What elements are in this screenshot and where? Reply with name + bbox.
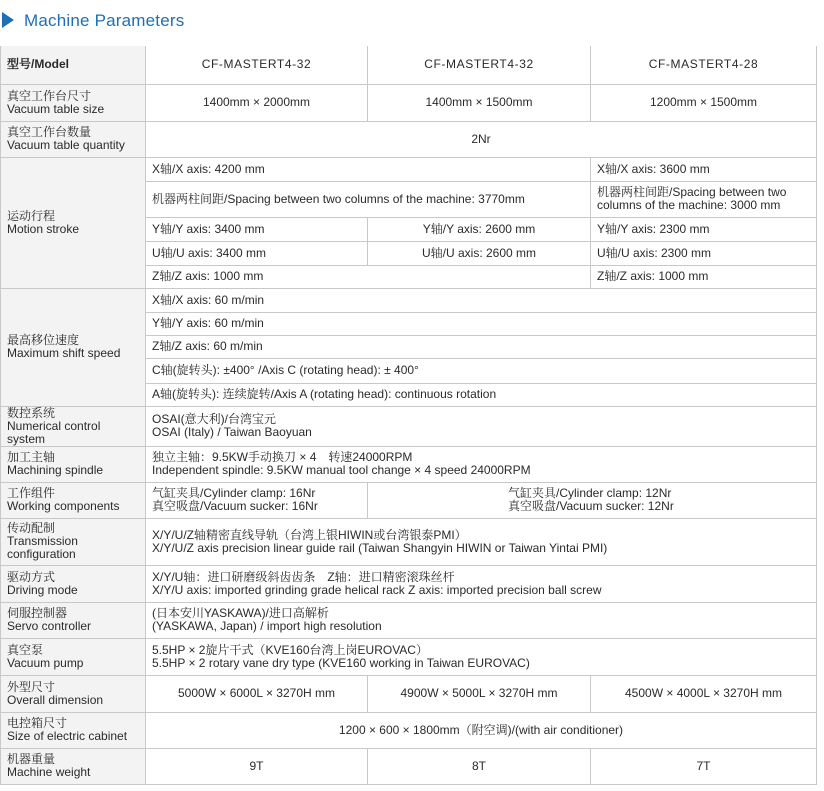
- row-label: 传动配制 Transmission configuration: [1, 518, 146, 565]
- table-row: [1, 46, 817, 84]
- model-col-1: CF-MASTERT4-32: [146, 46, 368, 84]
- table-cell: 气缸夹具/Cylinder clamp: 16Nr 真空吸盘/Vacuum sucker: 16Nr: [146, 482, 368, 518]
- table-cell: 机器两柱间距/Spacing between two columns of the machine: 3000 mm: [591, 181, 817, 217]
- row-label: 电控箱尺寸 Size of electric cabinet: [1, 712, 146, 748]
- table-row: [1, 748, 817, 784]
- parameters-table: [0, 46, 817, 785]
- row-label: 真空工作台尺寸 Vacuum table size: [1, 84, 146, 121]
- table-cell: Z轴/Z axis: 1000 mm: [146, 265, 591, 288]
- row-label: 最高移位速度 Maximum shift speed: [1, 288, 146, 406]
- table-cell: Z轴/Z axis: 1000 mm: [591, 265, 817, 288]
- table-cell: 5.5HP × 2旋片干式（KVE160台湾上岗EUROVAC） 5.5HP × 2 rotary vane dry type (KVE160 working in Taiwan EUROVAC): [146, 638, 817, 675]
- row-label: 加工主轴 Machining spindle: [1, 446, 146, 482]
- row-label: 真空工作台数量 Vacuum table quantity: [1, 121, 146, 157]
- model-col-2: CF-MASTERT4-32: [368, 46, 591, 84]
- row-label: 运动行程 Motion stroke: [1, 157, 146, 288]
- table-row: [1, 518, 817, 565]
- table-row: [1, 406, 817, 446]
- table-cell: X轴/X axis: 60 m/min: [146, 288, 817, 312]
- table-cell: X轴/X axis: 4200 mm: [146, 157, 591, 181]
- table-cell: Y轴/Y axis: 2600 mm: [368, 217, 591, 241]
- table-cell: Y轴/Y axis: 2300 mm: [591, 217, 817, 241]
- table-cell: 4500W × 4000L × 3270H mm: [591, 675, 817, 712]
- table-row: [1, 675, 817, 712]
- table-cell: A轴(旋转头): 连续旋转/Axis A (rotating head): continuous rotation: [146, 383, 817, 406]
- table-cell: 1400mm × 2000mm: [146, 84, 368, 121]
- table-cell: U轴/U axis: 3400 mm: [146, 241, 368, 265]
- row-label: 数控系统 Numerical control system: [1, 406, 146, 446]
- table-cell: C轴(旋转头): ±400° /Axis C (rotating head): ± 400°: [146, 358, 817, 383]
- row-label: 伺服控制器 Servo controller: [1, 602, 146, 638]
- table-cell: U轴/U axis: 2300 mm: [591, 241, 817, 265]
- table-cell: X/Y/U轴：进口研磨级斜齿齿条 Z轴：进口精密滚珠丝杆 X/Y/U axis: imported grinding grade helical rack Z axis: imported precision ball screw: [146, 565, 817, 602]
- model-label: 型号/Model: [1, 46, 146, 84]
- section-header: [0, 0, 824, 46]
- table-row: [1, 121, 817, 157]
- table-cell: 1200 × 600 × 1800mm（附空调)/(with air conditioner): [146, 712, 817, 748]
- table-cell: 1400mm × 1500mm: [368, 84, 591, 121]
- table-cell: 4900W × 5000L × 3270H mm: [368, 675, 591, 712]
- table-cell: 1200mm × 1500mm: [591, 84, 817, 121]
- table-row: [1, 446, 817, 482]
- table-row: [1, 712, 817, 748]
- table-row: [1, 602, 817, 638]
- page-title: Machine Parameters: [24, 11, 185, 30]
- row-label: 外型尺寸 Overall dimension: [1, 675, 146, 712]
- table-cell: X轴/X axis: 3600 mm: [591, 157, 817, 181]
- table-cell: 7T: [591, 748, 817, 784]
- table-row: [1, 157, 817, 181]
- table-row: [1, 638, 817, 675]
- table-cell: 气缸夹具/Cylinder clamp: 12Nr 真空吸盘/Vacuum sucker: 12Nr: [368, 482, 817, 518]
- table-cell: Z轴/Z axis: 60 m/min: [146, 335, 817, 358]
- row-label: 工作组件 Working components: [1, 482, 146, 518]
- table-row: [1, 288, 817, 312]
- table-row: [1, 565, 817, 602]
- row-label: 真空泵 Vacuum pump: [1, 638, 146, 675]
- table-cell: 独立主轴：9.5KW手动换刀 × 4 转速24000RPM Independent spindle: 9.5KW manual tool change × 4 speed 24000RPM: [146, 446, 817, 482]
- row-label: 机器重量 Machine weight: [1, 748, 146, 784]
- table-cell: 机器两柱间距/Spacing between two columns of the machine: 3770mm: [146, 181, 591, 217]
- table-cell: OSAI(意大利)/台湾宝元 OSAI (Italy) / Taiwan Baoyuan: [146, 406, 817, 446]
- table-cell: Y轴/Y axis: 60 m/min: [146, 312, 817, 335]
- table-row: [1, 84, 817, 121]
- table-cell: Y轴/Y axis: 3400 mm: [146, 217, 368, 241]
- chevron-right-icon: [0, 10, 16, 30]
- table-cell: U轴/U axis: 2600 mm: [368, 241, 591, 265]
- table-cell: (日本安川YASKAWA)/进口高解析 (YASKAWA, Japan) / import high resolution: [146, 602, 817, 638]
- table-row: [1, 482, 817, 518]
- table-cell: X/Y/U/Z轴精密直线导轨（台湾上银HIWIN或台湾银泰PMI） X/Y/U/Z axis precision linear guide rail (Taiwan Shangyin HIWIN or Taiwan Yintai PMI): [146, 518, 817, 565]
- table-cell: 9T: [146, 748, 368, 784]
- table-cell: 5000W × 6000L × 3270H mm: [146, 675, 368, 712]
- row-label: 驱动方式 Driving mode: [1, 565, 146, 602]
- table-cell: 2Nr: [146, 121, 817, 157]
- table-cell: 8T: [368, 748, 591, 784]
- model-col-3: CF-MASTERT4-28: [591, 46, 817, 84]
